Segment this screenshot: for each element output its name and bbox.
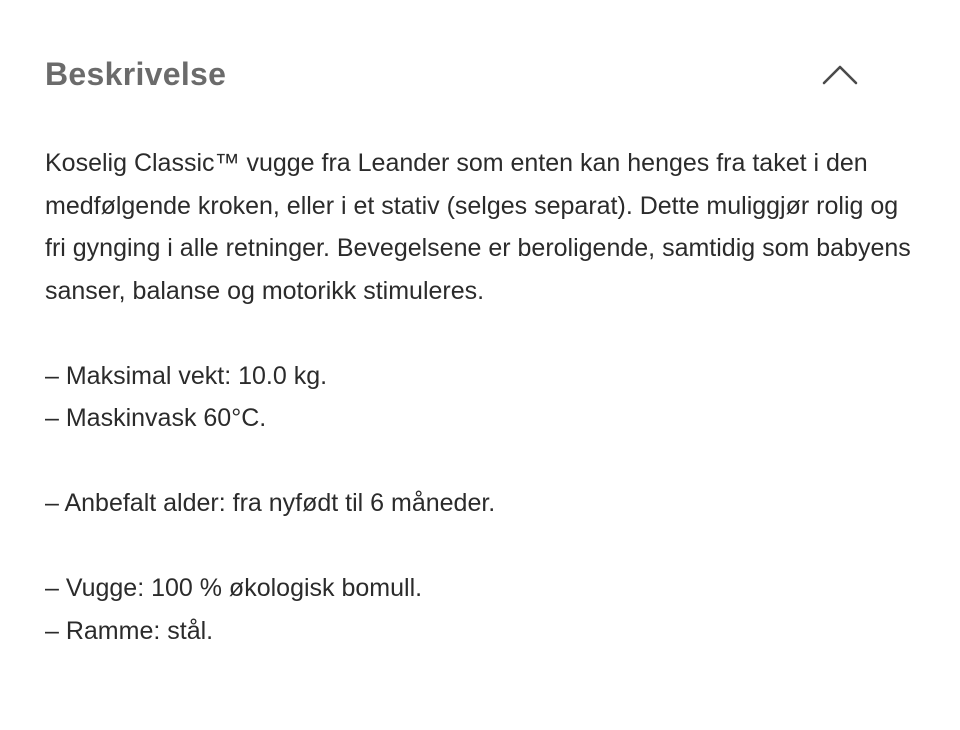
accordion-header[interactable] (45, 48, 875, 104)
accordion-content (45, 142, 915, 652)
spec-group-care (45, 355, 915, 440)
spec-machine-wash: – Maskinvask 60°C. (45, 404, 267, 432)
spec-group-materials (45, 567, 915, 652)
spec-group-age (45, 482, 915, 525)
accordion-title: Beskrivelse (45, 56, 227, 92)
spec-frame-material: – Ramme: stål. (45, 616, 214, 645)
spec-cradle-material: – Vugge: 100 % økologisk bomull. (45, 574, 423, 602)
chevron-up-icon[interactable] (821, 60, 859, 88)
spec-recommended-age: – Anbefalt alder: fra nyfødt til 6 måneder. (45, 489, 496, 517)
product-description: Koselig Classic™ vugge fra Leander som enten kan henges fra taket i den medfølgende kroken, eller i et stativ (selges separat). Dette muliggjør rolig og fri gynging i alle retninger. Bevegelsene er beroligende, samtidig som babyens sanser, balanse og motorikk stimuleres. (45, 149, 911, 305)
spec-max-weight: – Maksimal vekt: 10.0 kg. (45, 361, 328, 390)
